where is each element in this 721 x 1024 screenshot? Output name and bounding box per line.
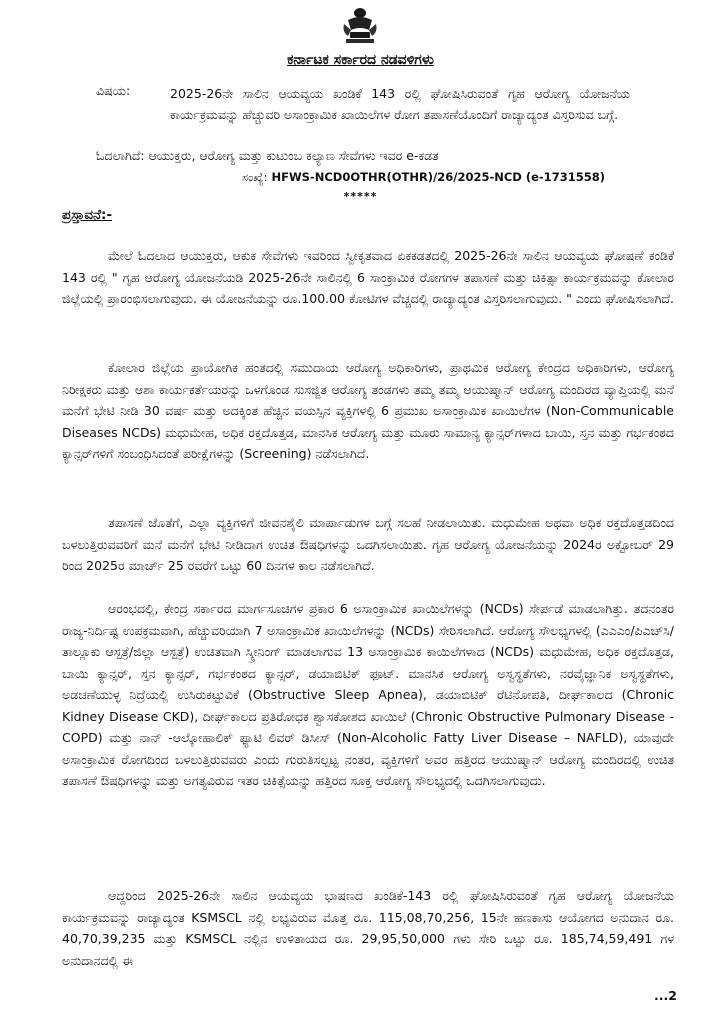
paragraph: ಮೇಲೆ ಓದಲಾದ ಆಯುಕ್ತರು, ಆಕುಕ ಸೇವೆಗಳು ಇವರಿಂದ ಸ್ವೀಕೃತವಾದ ಏಕಕಡತದಲ್ಲಿ 2025-26ನೇ ಸಾಲಿನ ಆಯವ್ಯಯ ಘೋಷಣೆ ಕಂಡಿಕೆ 143 ರಲ್ಲಿ " ಗೃಹ ಆರೋಗ್ಯ ಯೋಜನೆಯಡಿ 2025-26ನೇ ಸಾಲಿನಲ್ಲಿ 6 ಸಾಂಕ್ರಾಮಿಕ ರೋಗಗಳ ತಪಾಸಣೆ ಮತ್ತು ಚಿಕಿತ್ಸಾ ಕಾರ್ಯಕ್ರಮವನ್ನು ಕೋಲಾರ ಜಿಲ್ಲೆಯಲ್ಲಿ ಪ್ರಾರಂಭಿಸಲಾಗುವುದು. ಈ ಯೋಜನೆಯನ್ನು ರೂ.100.00 ಕೋಟಿಗಳ ವೆಚ್ಚದಲ್ಲಿ ರಾಜ್ಯಾದ್ಯಂತ ವಿಸ್ತರಿಸಲಾಗುವುದು. " ಎಂದು ಘೋಷಿಸಲಾಗಿದೆ.	[62, 248, 674, 306]
state-emblem-icon	[338, 4, 382, 46]
paragraph: ಕೋಲಾರ ಜಿಲ್ಲೆಯ ಪ್ರಾಯೋಗಿಕ ಹಂತದಲ್ಲಿ ಸಮುದಾಯ ಆರೋಗ್ಯ ಅಧಿಕಾರಿಗಳು, ಪ್ರಾಥಮಿಕ ಆರೋಗ್ಯ ಕೇಂದ್ರದ ಅಧಿಕಾರಿಗಳು, ಆರೋಗ್ಯ ನಿರೀಕ್ಷಕರು ಮತ್ತು ಆಶಾ ಕಾರ್ಯಕರ್ತೆಯರನ್ನು ಒಳಗೊಂಡ ಸುಸಜ್ಜಿತ ಆರೋಗ್ಯ ತಂಡಗಳು ತಮ್ಮ ತಮ್ಮ ಆಯುಷ್ಮಾನ್ ಆರೋಗ್ಯ ಮಂದಿರದ ವ್ಯಾಪ್ತಿಯಲ್ಲಿ ಮನೆ ಮನೆಗೆ ಭೇಟಿ ನೀಡಿ 30 ವರ್ಷ ಮತ್ತು ಅದಕ್ಕಿಂತ ಹೆಚ್ಚಿನ ವಯಸ್ಸಿನ ವ್ಯಕ್ತಿಗಳಲ್ಲಿ 6 ಪ್ರಮುಖ ಅಸಾಂಕ್ರಾಮಿಕ ಖಾಯಿಲೆಗಳ (Non-Communicable Diseases NCDs) ಮಧುಮೇಹ, ಅಧಿಕ ರಕ್ತದೊತ್ತಡ, ಮಾನಸಿಕ ಆರೋಗ್ಯ ಮತ್ತು ಮೂರು ಸಾಮಾನ್ಯ ಕ್ಯಾನ್ಸರ್‌ಗಳಾದ ಬಾಯಿ, ಸ್ತನ ಮತ್ತು ಗರ್ಭಕಂಠದ ಕ್ಯಾನ್ಸರ್‌ಗಳಿಗೆ ಸಂಬಂಧಿಸಿದಂತೆ ಪರೀಕ್ಷೆಗಳನ್ನು (Screening) ನಡೆಸಲಾಗಿದೆ.	[62, 360, 674, 461]
subject-label: ವಿಷಯ:	[96, 83, 131, 98]
reference-text: ಆಯುಕ್ತರು, ಆರೋಗ್ಯ ಮತ್ತು ಕುಟುಂಬ ಕಲ್ಯಾಣ ಸೇವೆಗಳು ಇವರ e-ಕಡತ	[148, 148, 439, 163]
preamble-heading: ಪ್ರಸ್ತಾವನೆ:-	[62, 207, 113, 223]
paragraph: ಆದ್ದರಿಂದ 2025-26ನೇ ಸಾಲಿನ ಆಯವ್ಯಯ ಭಾಷಣದ ಖಂಡಿಕೆ-143 ರಲ್ಲಿ ಘೋಷಿಸಿರುವಂತೆ ಗೃಹ ಆರೋಗ್ಯ ಯೋಜನೆಯ ಕಾರ್ಯಕ್ರಮವನ್ನು ರಾಜ್ಯಾದ್ಯಂತ KSMSCL ನಲ್ಲಿ ಲಭ್ಯವಿರುವ ಮೊತ್ತ ರೂ. 115,08,70,256, 15ನೇ ಹಣಕಾಸು ಆಯೋಗದ ಅನುದಾನ ರೂ. 40,70,39,235 ಮತ್ತು KSMSCL ನಲ್ಲಿನ ಉಳಿತಾಯದ ರೂ. 29,95,50,000 ಗಳು ಸೇರಿ ಒಟ್ಟು ರೂ. 185,74,59,491 ಗಳ ಅನುದಾನದಲ್ಲಿ ಈ	[62, 888, 674, 968]
separator-stars: *****	[343, 190, 378, 203]
reference-number-label: ಸಂಖ್ಯೆ:	[242, 170, 268, 184]
reference-number-line	[242, 170, 605, 185]
subject-text: 2025-26ನೇ ಸಾಲಿನ ಆಯವ್ಯಯ ಖಂಡಿಕೆ 143 ರಲ್ಲಿ ಘೋಷಿಸಿರುವಂತೆ ಗೃಹ ಆರೋಗ್ಯ ಯೋಜನೆಯ ಕಾರ್ಯಕ್ರಮವನ್ನು ಹೆಚ್ಚುವರಿ ಅಸಾಂಕ್ರಾಮಿಕ ಖಾಯಿಲೆಗಳ ರೋಗ ತಪಾಸಣೆಯೊಂದಿಗೆ ರಾಜ್ಯಾದ್ಯಂತ ವಿಸ್ತರಿಸುವ ಬಗ್ಗೆ.	[170, 86, 630, 122]
reference-label: ಓದಲಾಗಿದೆ:	[96, 148, 145, 163]
paragraph: ತಪಾಸಣೆ ಜೊತೆಗೆ, ಎಲ್ಲಾ ವ್ಯಕ್ತಿಗಳಿಗೆ ಜೀವನಶೈಲಿ ಮಾರ್ಪಾಡುಗಳ ಬಗ್ಗೆ ಸಲಹೆ ನೀಡಲಾಯಿತು. ಮಧುಮೇಹ ಅಥವಾ ಅಧಿಕ ರಕ್ತದೊತ್ತಡದಿಂದ ಬಳಲುತ್ತಿರುವವರಿಗೆ ಮನೆ ಮನೆಗೆ ಭೇಟಿ ನೀಡಿದಾಗ ಉಚಿತ ಔಷಧಿಗಳನ್ನು ಒದಗಿಸಲಾಯಿತು. ಗೃಹ ಆರೋಗ್ಯ ಯೋಜನೆಯನ್ನು 2024ರ ಅಕ್ಟೋಬರ್ 29 ರಿಂದ 2025ರ ಮಾರ್ಚ್ 25 ರವರೆಗೆ ಒಟ್ಟು 60 ದಿನಗಳ ಕಾಲ ನಡೆಸಲಾಗಿದೆ.	[62, 515, 674, 573]
document-title: ಕರ್ನಾಟಕ ಸರ್ಕಾರದ ನಡವಳಿಗಳು	[287, 52, 434, 68]
reference-line	[96, 148, 439, 164]
page-number: ...2	[654, 988, 677, 1003]
reference-number: HFWS-NCD0OTHR(OTHR)/26/2025-NCD (e-1731558)	[271, 170, 605, 184]
paragraph: ಆರಂಭದಲ್ಲಿ, ಕೇಂದ್ರ ಸರ್ಕಾರದ ಮಾರ್ಗಸೂಚಿಗಳ ಪ್ರಕಾರ 6 ಅಸಾಂಕ್ರಾಮಿಕ ಖಾಯಿಲೆಗಳನ್ನು (NCDs) ಸೇರ್ಪಡೆ ಮಾಡಲಾಗಿತ್ತು. ತದನಂತರ ರಾಜ್ಯ-ನಿರ್ದಿಷ್ಟ ಉಪಕ್ರಮವಾಗಿ, ಹೆಚ್ಚುವರಿಯಾಗಿ 7 ಅಸಾಂಕ್ರಾಮಿಕ ಖಾಯಿಲೆಗಳನ್ನು (NCDs) ಸೇರಿಸಲಾಗಿದೆ. ಆರೋಗ್ಯ ಸೌಲಭ್ಯಗಳಲ್ಲಿ (ಎಎಎಂ/ಪಿಎಚ್‌ಸಿ/ತಾಲ್ಲೂಕು ಆಸ್ಪತ್ರೆ/ಜಿಲ್ಲಾ ಆಸ್ಪತ್ರೆ) ಉಚಿತವಾಗಿ ಸ್ಕ್ರೀನಿಂಗ್ ಮಾಡಲಾಗುವ 13 ಅಸಾಂಕ್ರಾಮಿಕ ಕಾಯಿಲೆಗಳಾದ (NCDs) ಮಧುಮೇಹ, ಅಧಿಕ ರಕ್ತದೊತ್ತಡ, ಬಾಯಿ ಕ್ಯಾನ್ಸರ್, ಸ್ತನ ಕ್ಯಾನ್ಸರ್, ಗರ್ಭಕಂಠದ ಕ್ಯಾನ್ಸರ್, ಡಯಾಬಿಟಿಕ್ ಫೂಟ್. ಮಾನಸಿಕ ಆರೋಗ್ಯ ಅಸ್ವಸ್ಥತೆಗಳು, ನರವೈಜ್ಞಾನಿಕ ಅಸ್ವಸ್ಥತೆಗಳು, ಅಡಚಣೆಯುಳ್ಳ ನಿದ್ರೆಯಲ್ಲಿ ಉಸಿರುಕಟ್ಟುವಿಕೆ (Obstructive Sleep Apnea), ಡಯಾಬಿಟಿಕ್ ರೆಟಿನೋಪತಿ, ದೀರ್ಘಕಾಲದ (Chronic Kidney Disease CKD), ದೀರ್ಘಕಾಲದ ಪ್ರತಿರೋಧಕ ಶ್ವಾಸಕೋಶದ ಖಾಯಿಲೆ (Chronic Obstructive Pulmonary Disease - COPD) ಮತ್ತು ನಾನ್ -ಆಲ್ಕೋಹಾಲಿಕ್ ಫ್ಯಾಟಿ ಲಿವರ್ ಡಿಸೀಸ್ (Non-Alcoholic Fatty Liver Disease – NAFLD), ಯಾವುದೇ ಅಸಾಂಕ್ರಾಮಿಕ ರೋಗದಿಂದ ಬಳಲುತ್ತಿರುವವರು ಎಂದು ಗುರುತಿಸಲ್ಪಟ್ಟ ನಂತರ, ವ್ಯಕ್ತಿಗಳಿಗೆ ಅವರ ಹತ್ತಿರದ ಆಯುಷ್ಮಾನ್ ಆರೋಗ್ಯ ಮಂದಿರದಲ್ಲಿ ಉಚಿತ ತಪಾಸಣೆ ಔಷಧಿಗಳನ್ನು ಮತ್ತು ಅಗತ್ಯವಿರುವ ಇತರ ಚಿಕಿತ್ಸೆಯನ್ನು ಹತ್ತಿರದ ಸೂಕ್ತ ಆರೋಗ್ಯ ಸೌಲಭ್ಯದಲ್ಲಿ ಒದಗಿಸಲಾಗುವುದು.	[62, 601, 674, 788]
